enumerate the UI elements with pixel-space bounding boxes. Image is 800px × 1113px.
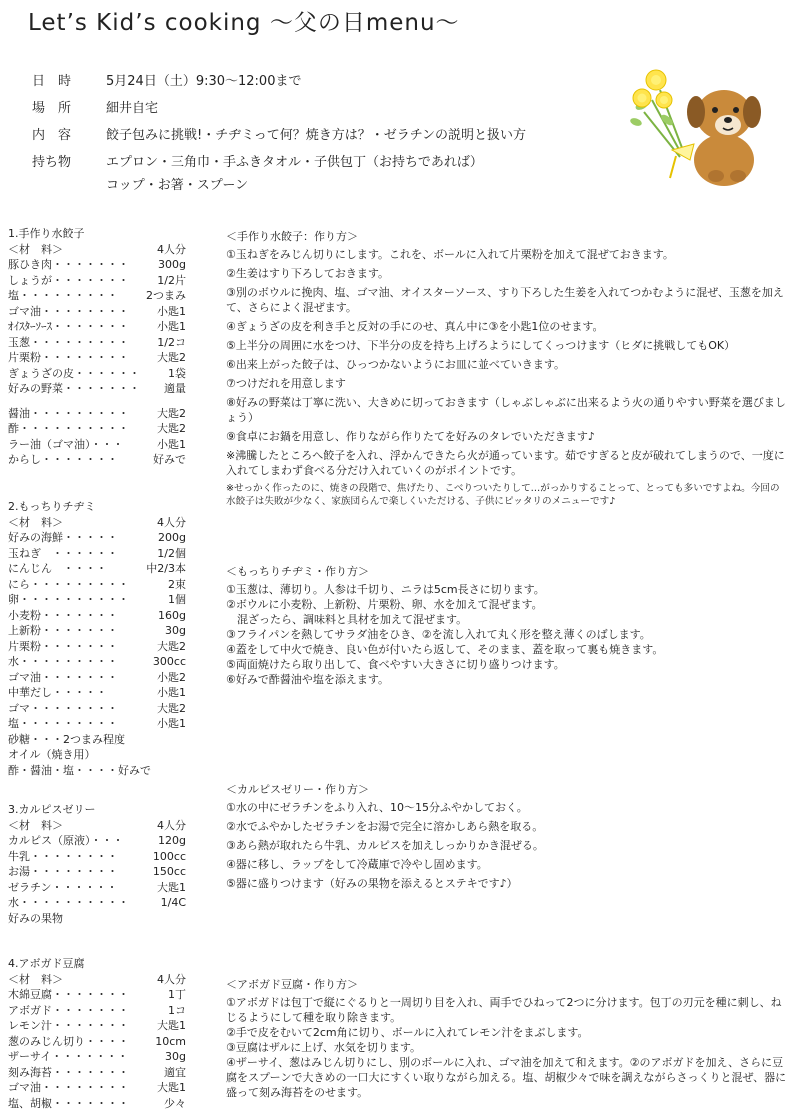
method-step: ⑦つけだれを用意します	[226, 377, 346, 390]
method-title: ＜手作り水餃子：作り方＞	[226, 230, 358, 243]
ingredient-row: 塩・・・・・・・・・ 2つまみ	[8, 289, 186, 302]
recipe-title: 3.カルピスゼリー	[8, 803, 96, 816]
info-row-items-cont	[32, 170, 612, 197]
dog-with-flowers-illustration	[612, 60, 772, 190]
ingredient-line: 好みの果物	[8, 911, 63, 925]
method-step: ①玉ねぎをみじん切りにします。これを、ボールに入れて片栗粉を加えて混ぜておきます。	[226, 248, 674, 261]
ingredient-row: にら・・・・・・・・・ 2束	[8, 577, 186, 591]
info-value: 餃子包みに挑戦!・チヂミって何？焼き方は？・ゼラチンの説明と扱い方	[106, 128, 527, 143]
ingredients-header: ＜材 料＞ 4人分	[8, 818, 186, 832]
ingredient-row: ぎょうざの皮・・・・・・ 1袋	[8, 366, 186, 380]
ingredient-row: ゼラチン・・・・・・ 大匙1	[8, 880, 186, 894]
ingredient-row: アボガド・・・・・・・ 1コ	[8, 1003, 186, 1017]
recipe-title: 1.手作り水餃子	[8, 227, 85, 240]
info-label: 場 所	[32, 101, 72, 116]
ingredient-row: 水・・・・・・・・・ 300cc	[8, 655, 186, 668]
info-label: 日 時	[32, 74, 72, 89]
ingredients-header: ＜材 料＞ 4人分	[8, 242, 186, 256]
method-step: ⑥好みで酢醤油や塩を添えます。	[226, 673, 389, 686]
info-row-content	[32, 120, 612, 147]
ingredients-header: ＜材 料＞ 4人分	[8, 972, 186, 986]
ingredient-row: 片栗粉・・・・・・・・ 大匙2	[8, 351, 186, 364]
ingredient-row: 小麦粉・・・・・・・ 160g	[8, 608, 186, 622]
method-title: ＜カルピスゼリー・作り方＞	[226, 783, 369, 796]
method-step: ⑨食卓にお鍋を用意し、作りながら作りたてを好みのタレでいただきます♪	[226, 430, 595, 443]
ingredient-row: ゴマ油・・・・・・・ 小匙2	[8, 670, 186, 684]
recipe-title: 2.もっちりチヂミ	[8, 500, 96, 513]
ingredients-gyoza	[8, 226, 186, 468]
info-row-items	[32, 147, 612, 174]
ingredient-row: ゴマ油・・・・・・・・ 大匙1	[8, 1081, 186, 1094]
ingredient-row: 玉ねぎ ・・・・・・ 1/2個	[8, 546, 186, 560]
dog-icon	[687, 90, 761, 186]
method-step: ④蓋をして中火で焼き、良い色が付いたら返して、そのまま、蓋を取って裏も焼きます。	[226, 643, 664, 656]
method-chijimi	[226, 564, 788, 687]
method-step: ②手で皮をむいて2cm角に切り、ボールに入れてレモン汁をまぶします。	[226, 1026, 589, 1039]
method-step: ⑥出来上がった餃子は、ひっつかないようにお皿に並べていきます。	[226, 358, 565, 371]
method-step: ⑤器に盛りつけます（好みの果物を添えるとステキです♪）	[226, 877, 518, 890]
method-step: ③別のボウルに挽肉、塩、ゴマ油、オイスターソース、すり下ろした生姜を入れてつかむように混ぜ、玉葱を加えて、さらによく混ぜます。	[226, 286, 784, 314]
ingredient-row: ザーサイ・・・・・・・ 30g	[8, 1050, 186, 1063]
method-step: ④ぎょうざの皮を利き手と反対の手にのせ、真ん中に③を小匙1位のせます。	[226, 320, 604, 333]
event-info	[32, 66, 612, 197]
ingredient-row: 刻み海苔・・・・・・・ 適宜	[8, 1065, 186, 1079]
info-row-place	[32, 93, 612, 120]
method-step: ※沸騰したところへ餃子を入れ、浮かんできたら火が通っています。茹ですぎると皮が破れてしまうので、一度に入れてしまわず食べる分だけ入れていくのがポイントです。	[226, 449, 785, 477]
sauce-row: ラー油（ゴマ油）・・・ 小匙1	[8, 437, 186, 451]
method-step: ⑤両面焼けたら取り出して、食べやすい大きさに切り盛りつけます。	[226, 658, 565, 671]
info-value: 細井自宅	[106, 101, 159, 116]
method-step: ②ボウルに小麦粉、上新粉、片栗粉、卵、水を加えて混ぜます。	[226, 598, 543, 611]
ingredient-row: 水・・・・・・・・・・ 1/4C	[8, 896, 186, 909]
info-value: エプロン・三角巾・手ふきタオル・子供包丁（お持ちであれば）	[106, 155, 483, 170]
method-step: ①アボガドは包丁で縦にぐるりと一周切り目を入れ、両手でひねって2つに分けます。包丁の刃元を種に刺し、ねじるようにして種を取り除きます。	[226, 996, 782, 1024]
ingredient-row: 牛乳・・・・・・・・ 100cc	[8, 849, 186, 863]
ingredient-row: 好みの海鮮・・・・・ 200g	[8, 531, 186, 544]
info-label: 内 容	[32, 128, 72, 143]
ingredient-row: ゴマ油・・・・・・・・ 小匙1	[8, 304, 186, 318]
sauce-row: からし・・・・・・・ 好みで	[8, 453, 186, 466]
ingredient-row: しょうが・・・・・・・ 1/2片	[8, 273, 186, 287]
ingredients-header: ＜材 料＞ 4人分	[8, 515, 186, 529]
info-value: コップ・お箸・スプーン	[106, 178, 249, 193]
ingredients-avocado-tofu	[8, 956, 186, 1111]
ingredient-row: 上新粉・・・・・・・ 30g	[8, 624, 186, 637]
method-step: ②水でふやかしたゼラチンをお湯で完全に溶かしあら熱を取る。	[226, 820, 544, 833]
ingredient-row: 塩、胡椒・・・・・・・ 少々	[8, 1096, 186, 1110]
ingredient-row: 玉葱・・・・・・・・・ 1/2コ	[8, 335, 186, 349]
method-gyoza	[226, 229, 788, 508]
info-label: 持ち物	[32, 155, 72, 170]
ingredient-row: 好みの野菜・・・・・・・ 適量	[8, 382, 186, 395]
ingredient-row: 卵・・・・・・・・・・ 1個	[8, 593, 186, 606]
method-step: ③あら熱が取れたら牛乳、カルピスを加えしっかりかき混ぜる。	[226, 839, 544, 852]
page-title: Let’s Kid’s cooking 〜父の日menu〜	[28, 10, 460, 36]
ingredient-row: ゴマ・・・・・・・・ 大匙2	[8, 701, 186, 715]
method-avocado-tofu	[226, 977, 788, 1100]
method-step: ④ザーサイ、葱はみじん切りにし、別のボールに入れ、ゴマ油を加えて和えます。②のアボガドを加え、さらに豆腐をスプーンで大きめの一口大にすくい取りながら加える。塩、胡椒少々で味を調えながらさっくりと混ぜ、器に盛って刻み海苔をのせます。	[226, 1056, 787, 1099]
ingredient-row: 塩・・・・・・・・・ 小匙1	[8, 717, 186, 730]
ingredient-line: 酢・醤油・塩・・・・好みで	[8, 763, 151, 777]
method-step: ③豆腐はザルに上げ、水気を切ります。	[226, 1041, 421, 1054]
ingredient-row: レモン汁・・・・・・・ 大匙1	[8, 1019, 186, 1032]
ingredient-row: 木綿豆腐・・・・・・・ 1丁	[8, 988, 186, 1001]
method-step: ⑧好みの野菜は丁寧に洗い、大きめに切っておきます（しゃぶしゃぶに出来るよう火の通りやすい野菜を選びましょう）	[226, 396, 786, 424]
method-step: ⑤上半分の周囲に水をつけ、下半分の皮を持ち上げろようにしてくっつけます（ヒダに挑戦してもOK）	[226, 339, 736, 352]
method-step: ②生姜はすり下ろしておきます。	[226, 267, 389, 280]
ingredient-row: 中華だし・・・・・ 小匙1	[8, 686, 186, 699]
info-value: 5月24日（土）9:30〜12:00まで	[106, 74, 302, 89]
ingredients-chijimi	[8, 499, 186, 778]
info-row-date	[32, 66, 612, 93]
method-step: ③フライパンを熱してサラダ油をひき、②を流し入れて丸く形を整え薄くのばします。	[226, 628, 651, 641]
method-title: ＜もっちりチヂミ・作り方＞	[226, 565, 369, 578]
ingredient-row: 片栗粉・・・・・・・ 大匙2	[8, 639, 186, 653]
ingredient-row: カルピス（原液）・・・ 120g	[8, 834, 186, 847]
method-step: ④器に移し、ラップをして冷蔵庫で冷やし固めます。	[226, 858, 488, 871]
method-note: ※せっかく作ったのに、焼きの段階で、焦げたり、こべりついたりして…がっかりすることって、とっても多いですよね。今回の水餃子は失敗が少なく、家族団らんで楽しくいただける、子供にピッタリのメニューです♪	[226, 483, 780, 507]
ingredient-line: 砂糖・・・2つまみ程度	[8, 732, 125, 746]
sauce-row: 酢・・・・・・・・・・ 大匙2	[8, 422, 186, 435]
ingredients-calpis-jelly	[8, 802, 186, 926]
sauce-row: 醤油・・・・・・・・・ 大匙2	[8, 406, 186, 420]
method-calpis-jelly	[226, 782, 788, 895]
method-step: 混ざったら、調味料と具材を加えて混ぜます。	[226, 613, 468, 626]
recipe-title: 4.アボガド豆腐	[8, 957, 85, 970]
ingredient-row: お湯・・・・・・・・ 150cc	[8, 865, 186, 878]
method-step: ①玉葱は、薄切り。人参は千切り、ニラは5cm長さに切ります。	[226, 583, 545, 596]
ingredient-line: オイル（焼き用）	[8, 748, 96, 761]
method-title: ＜アボガド豆腐・作り方＞	[226, 978, 358, 991]
ingredient-row: にんじん ・・・・ 中2/3本	[8, 562, 186, 575]
ingredient-row: 葱のみじん切り・・・・ 10cm	[8, 1034, 186, 1048]
ingredient-row: ｵｲｽﾀｰｿｰｽ・・・・・・・ 小匙1	[8, 320, 186, 333]
method-step: ①水の中にゼラチンをふり入れ、10〜15分ふやかしておく。	[226, 801, 528, 814]
ribbon-tail-icon	[670, 156, 676, 178]
ingredient-row: 豚ひき肉・・・・・・・ 300g	[8, 258, 186, 271]
